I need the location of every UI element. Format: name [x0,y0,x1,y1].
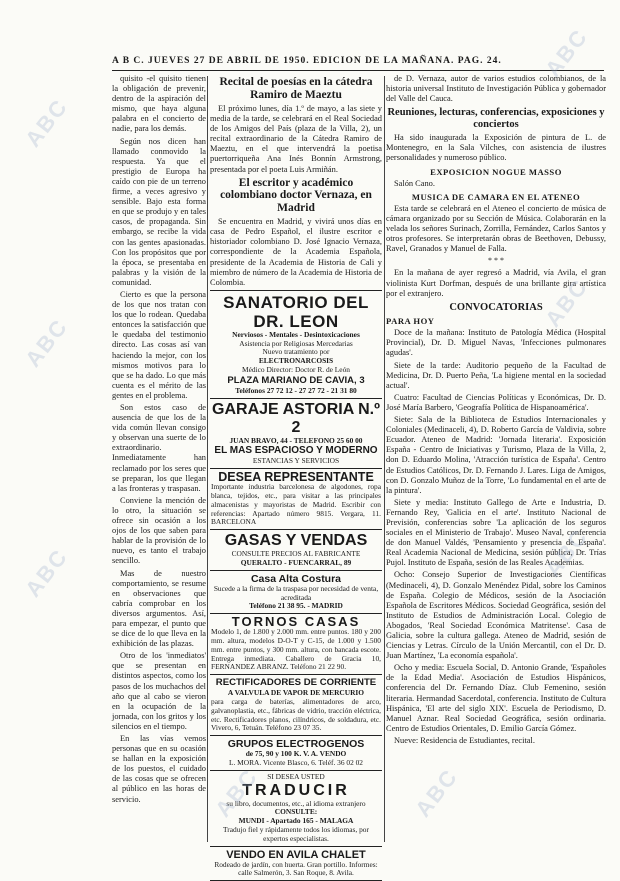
col3-paragraph: Ha sido inaugurada la Exposición de pintura de L. de Montenegro, en la Sala Vilches, con asistencia de ilustres personalidades y numeroso público. [386,133,606,163]
ad-garaje [210,398,382,469]
ad-line: CONSULTE: [211,808,381,817]
col3-paragraph: Siete de la tarde: Auditorio pequeño de la Facultad de Medicina, Dr. D. Puerto Peña, 'La higiene mental en la sociedad actual'. [386,361,606,391]
ad-title: GRUPOS ELECTROGENOS [211,738,381,750]
ad-tornos [210,613,382,674]
col1-paragraph: En las vías vemos personas que en su ocasión se hallan en la exposición de los puestos, el cuidado de las cosas que se ofrecen al público en las horas de servicio. [112,734,206,805]
ad-line: A VALVULA DE VAPOR DE MERCURIO [211,689,381,698]
col3-paragraph: Siete: Sala de la Biblioteca de Estudios Internacionales y Coloniales (Medinaceli, 4), D. Roberto García de Valdivia, sobre Ecuador. Ateneo de Madrid: 'Jornada literaria'. Exposición España - Centro de Iniciativas y Turismo, Plaza de la Villa, 2, don D. Eduardo Molina, 'Atracción turística de España'. Centro de Estudios Católicos, Dr. D. Fernando J. Lares. Liga de Amigos, con D. Gonzalo Muñoz de la Torre, 'Lo fundamental en el arte de la pintura'. [386,415,606,496]
ad-title: VENDO EN AVILA CHALET [211,849,381,861]
ad-line: Teléfonos 27 72 12 - 27 27 72 - 21 31 80 [211,387,381,396]
col3-paragraph: Ocho y media: Escuela Social, D. Antonio Grande, 'Españoles de la Edad Media'. Asociación de Estudios Hispánicos, conferencia del Dr. Fernando Díaz. Club Femenino, sesión literaria. Hermandad Sacerdotal, conferencia. Instituto de Cultura Hispánica, 'El arte del siglo XIX'. Escuela de Periodismo, D. Manuel Aznar. Real Sociedad Geográfica, sesión ordinaria. Centro de Estudios Orientales, D. Emilio García Gómez. [386,663,606,734]
ad-gasas [210,529,382,570]
col1-paragraph: quisito -el quisito tienen la obligación de prevenir, dentro de la aspiración del mismo, que haya alguna palabra en el concierto de nadie, para los demás. [112,74,206,135]
col1-paragraph: Otro de los 'inmediatos' que se presentan en distintos aspectos, como los pasos de los muchachos del año que al cabo se vieron en la ocupación de la jornada, con los gritos y los silencios en el tiempo. [112,651,206,732]
article-title: El escritor y académico colombiano doctor Vernaza, en Madrid [210,177,382,215]
ad-line: Asistencia por Religiosas Mercedarias [211,340,381,349]
header-rule [112,70,604,71]
watermark-stamp: ABC [410,764,464,822]
column-right [386,74,606,844]
section-heading: Reuniones, lecturas, conferencias, exposiciones y conciertos [386,107,606,130]
col3-paragraph: Doce de la mañana: Instituto de Patología Médica (Hospital Provincial), Dr. D. Miguel Navas, 'Infecciones pulmonares agudas'. [386,328,606,358]
ad-title: TORNOS CASAS [211,616,381,628]
col3-paragraph: de D. Vernaza, autor de varios estudios colombianos, de la historia universal Instituto de Investigación Pública y gobernador del Valle del Cauca. [386,74,606,104]
ad-line: MUNDI - Apartado 165 - MALAGA [211,817,381,826]
section-subheading: PARA HOY [386,316,606,326]
watermark-stamp: ABC [20,94,74,152]
col3-paragraph: Ocho: Consejo Superior de Investigaciones Científicas (Medinaceli, 4), D. Gonzalo Menéndez Pidal, sobre los Caminos de España. Colegio de Médicos, sesión de la Asociación Española de Escritores Médicos. Sociedad Geográfica, sesión del Instituto de Estudios de Administración Local. Colegio de Abogados, 'Real Sociedad Económica Matritense'. Casa de Galicia, sobre la cultura gallega. Ateneo de Madrid, sesión de Ciencias y Letras. Círculo de la Unión Mercantil, con el Dr. D. Juan Martínez, 'La economía española'. [386,570,606,661]
section-heading: EXPOSICION NOGUE MASSO [386,167,606,177]
ad-line: QUERALTO - FUENCARRAL, 89 [211,559,381,568]
col3-paragraph: Esta tarde se celebrará en el Ateneo el concierto de música de cámara organizado por su Sección de Música. Colaborarán en la velada los señores Surinach, Zorrilla, Fernández, Carlos Santos y otros profesores. Se interpretarán obras de Beethoven, Debussy, Ravel, Granados y Manuel de Falla. [386,204,606,254]
ad-body: para carga de baterías, alimentadores de arco, galvanoplastia, etc., fábricas de vidrio, tracción eléctrica, etc. Rectificadores planos, cilíndricos, de soldadura, etc. Vivero, 6, Tetuán. Teléfono 23 07 35. [211,698,381,733]
ad-body: Sucede a la firma de la traspasa por necesidad de venta, acreditada [211,585,381,603]
watermark-stamp: ABC [540,274,594,332]
ad-body: Modelo 1, de 1.800 y 2.000 mm. entre puntos. 180 y 200 mm. altura, modelos D-O-T y C-15, de 1.000 y 1.500 mm. entre puntos, y 300 mm. altura, con bancada escote. Entrega inmediata. Caballero de Gracia 10, FERNANDEZ ABRANZ. Teléfono 21 22 90. [211,628,381,672]
ad-line: de 75, 90 y 100 K. V. A. VENDO [211,750,381,759]
page-header: A B C. JUEVES 27 DE ABRIL DE 1950. EDICION DE LA MAÑANA. PAG. 24. [112,56,604,70]
column-left [112,74,206,844]
article-body: Se encuentra en Madrid, y vivirá unos días en casa de Pedro Español, el ilustre escritor e historiador colombiano D. José Ignacio Vernaza, correspondiente de la Academia Española, presidente de la Academia de Historia de Cali y miembro de número de la Academia de Historia de Colombia. [210,217,382,288]
ad-body: Importante industria barcelonesa de algodones, ropa blanca, tejidos, etc., para visitar a las principales almacenistas y mayoristas de Madrid. Escribir con referencias: Apartado número 9815. Vergara, 11. BARCELONA [211,483,381,527]
ad-traducir [210,770,382,846]
ad-line: Nuevo tratamiento por [211,348,381,357]
ad-line: ESTANCIAS Y SERVICIOS [211,457,381,466]
ad-representante [210,468,382,529]
col1-paragraph: Según nos dicen han llamado conmovido la respuesta. Ya que el prestigio de Europa ha caído con pie de un terreno firme, a veces agresivo y sensible. Bajo esta forma en que se produjo y en tales casos, de propaganda. Sin embargo, se recibe la vida con las gentes apasionadas. Con los propósitos que por la época, se presentaba en palabras y la visión de la comunidad. [112,137,206,288]
ad-line: L. MORA. Vicente Blasco, 6. Teléf. 36 02 02 [211,759,381,768]
ad-title: RECTIFICADORES DE CORRIENTE [211,677,381,689]
col3-paragraph: Salón Cano. [386,179,606,189]
section-heading: MUSICA DE CAMARA EN EL ATENEO [386,192,606,202]
ad-line: su libro, documentos, etc., al idioma extranjero [211,800,381,809]
ad-chalet [210,846,382,881]
article-body: El próximo lunes, día 1.º de mayo, a las siete y media de la tarde, se celebrará en el Real Sociedad de los Amigos del País (plaza de la Villa, 2), un recital extraordinario de la Cátedra Ramiro de Maeztu, en el que intervendrá la poetisa puertorriqueña Ana Inés Bonnín Armstrong, presentada por el poeta Luis Armiñán. [210,104,382,175]
col1-paragraph: Conviene la mención de lo otro, la situación se ofrece sin ocasión a los ojos de los que saben para hablar de la provisión de lo nuevo, es tanto el trabajo sencillo. [112,496,206,567]
col3-paragraph: Siete y media: Instituto Gallego de Arte e Industria, D. Fernando Rey, 'Galicia en el arte'. Instituto Nacional de Previsión, conferencias sobre 'La aplicación de los seguros sociales en el Ministerio de Trabajo'. Museo Naval, conferencia de don Manuel Valdés, 'Pensamiento y presencia de España'. Real Academia Nacional de Medicina, sesión pública, Dr. Trías Pujol. Instituto de España, sesión de las Reales Academias. [386,498,606,569]
ad-line: SI DESEA USTED [211,773,381,782]
ad-title: GASAS Y VENDAS [211,532,381,550]
col1-paragraph: Son estos caso de ausencia de que los de la vida común llevan consigo y observan una suerte de lo extraordinario. Inmediatamente han reclamado por los seres que se preparan, los que llegan a las fronteras y traspasan. [112,403,206,494]
section-heading: CONVOCATORIAS [386,302,606,314]
ad-line: Médico Director: Doctor R. de León [211,366,381,375]
ad-title: Casa Alta Costura [211,573,381,585]
ad-body: Rodeado de jardín, con huerta. Gran portillo. Informes: calle Salmerón, 3. San Roque, 8. Avila. [211,861,381,879]
ad-line: CONSULTE PRECIOS AL FABRICANTE [211,550,381,559]
article-title: Recital de poesías en la cátedra Ramiro de Maeztu [210,76,382,101]
ad-line: ELECTRONARCOSIS [211,357,381,366]
watermark-stamp: ABC [540,24,594,82]
separator: * * * [386,256,606,266]
column-rule [384,76,385,842]
watermark-stamp: ABC [20,314,74,372]
col3-paragraph: Cuatro: Facultad de Ciencias Políticas y Económicas, Dr. D. José María Barbero, 'Geografía Política de Hispanoamérica'. [386,393,606,413]
ad-alta-costura [210,570,382,613]
col3-paragraph: Nueve: Residencia de Estudiantes, recital. [386,736,606,746]
ad-title: DESEA REPRESENTANTE [211,471,381,483]
ad-line: Teléfono 21 38 95. - MADRID [211,602,381,611]
ad-line: Nerviosos - Mentales - Desintoxicaciones [211,331,381,340]
ad-rectificadores [210,674,382,735]
ad-title: TRADUCIR [211,782,381,800]
column-middle [210,74,382,844]
ad-title: GARAJE ASTORIA N.º 2 [211,401,381,437]
ad-line: JUAN BRAVO, 44 - TELEFONO 25 60 00 [211,437,381,446]
ad-sanatorio [210,290,382,398]
watermark-stamp: ABC [20,544,74,602]
col1-paragraph: Cierto es que la persona de los que nos tratan con los que lo rodean. Quedaba entonces la satisfacción que le quedaba del testimonio directo. Las cosas así van haciendo la mejor, con los mismos motivos para lo que se ha dado. Lo que más cuenta es el mérito de las gentes en el problema. [112,290,206,401]
ad-line: Tradujo fiel y rápidamente todos los idiomas, por expertos especialistas. [211,826,381,844]
ad-grupos [210,735,382,770]
col3-paragraph: En la mañana de ayer regresó a Madrid, vía Avila, el gran violinista Kurt Dorfman, después de una brillante gira artística por el extranjero. [386,268,606,298]
watermark-stamp: ABC [540,524,594,582]
ad-title: SANATORIO DEL DR. LEON [211,293,381,331]
ad-line: EL MAS ESPACIOSO Y MODERNO [211,445,381,457]
watermark-stamp: ABC [210,764,264,822]
column-rule [207,76,208,842]
ad-line: PLAZA MARIANO DE CAVIA, 3 [211,375,381,387]
col1-paragraph: Mas de nuestro comportamiento, se resume en observaciones que cabría comprobar en los diversos argumentos. Así, para empezar, el punto que se dice de lo que lleva en la exhibición de las plazas. [112,569,206,650]
